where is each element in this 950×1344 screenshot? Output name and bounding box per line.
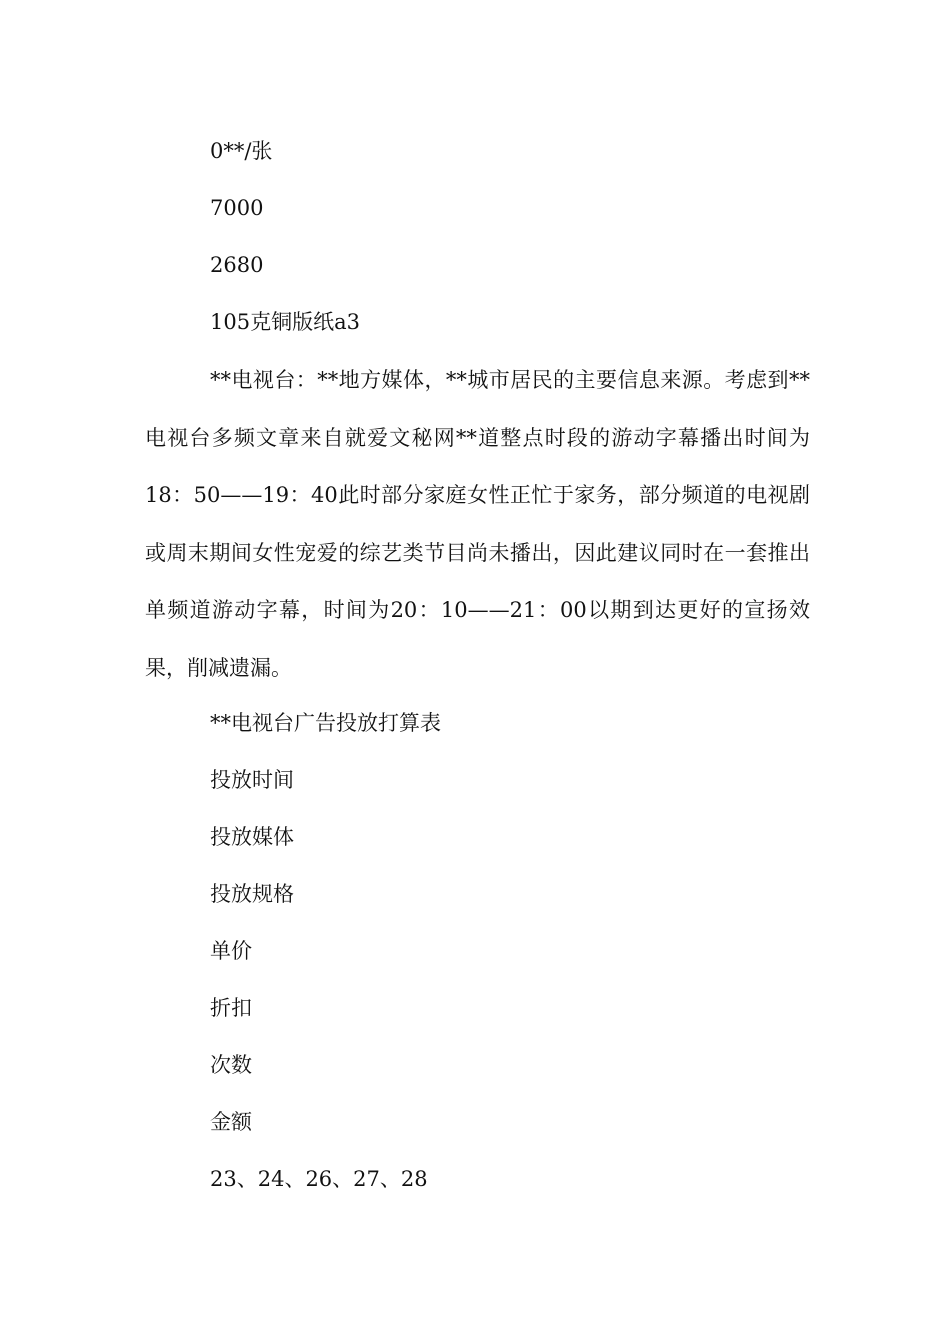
table-title: **电视台广告投放打算表 — [210, 711, 441, 735]
amount-line: 2680 — [210, 253, 264, 277]
header-discount: 折扣 — [210, 996, 252, 1020]
dates-line: 23、24、26、27、28 — [210, 1167, 428, 1191]
header-spec: 投放规格 — [210, 882, 294, 906]
price-unit-line: 0**/张 — [210, 139, 273, 163]
header-total: 金额 — [210, 1110, 252, 1134]
header-unit-price: 单价 — [210, 939, 252, 963]
header-placement-time: 投放时间 — [210, 768, 294, 792]
header-count: 次数 — [210, 1053, 252, 1077]
paper-spec-line: 105克铜版纸a3 — [210, 310, 360, 334]
header-media: 投放媒体 — [210, 825, 294, 849]
tv-station-paragraph: **电视台：**地方媒体，**城市居民的主要信息来源。考虑到**电视台多频文章来自就爱文秘网**道整点时段的游动字幕播出时间为18：50——19：40此时部分家庭女性正忙于家务，部分频道的电视剧或周末期间女性宠爱的综艺类节目尚未播出，因此建议同时在一套推出单频道游动字幕，时间为20：10——21：00以期到达更好的宣扬效果，削减遗漏。 — [145, 368, 810, 680]
quantity-line: 7000 — [210, 196, 264, 220]
